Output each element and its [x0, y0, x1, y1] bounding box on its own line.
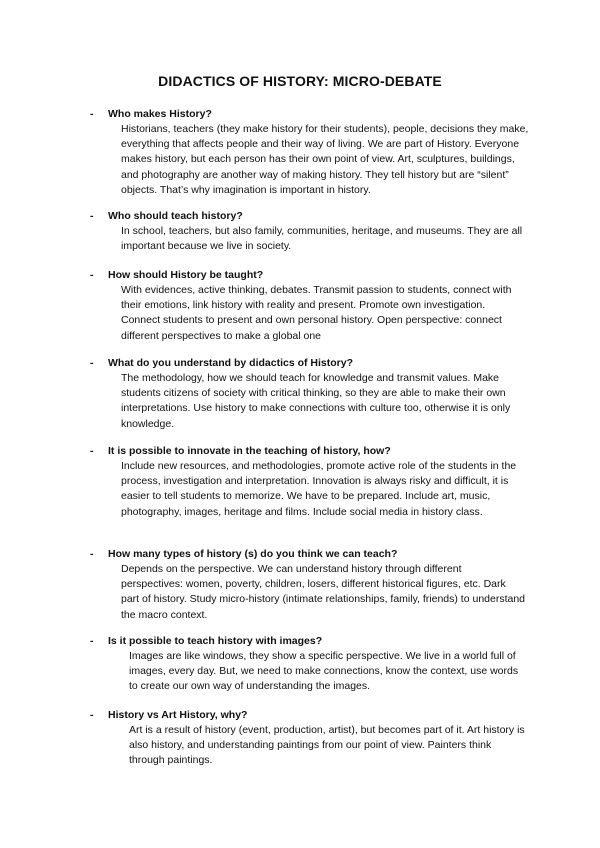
question-heading: History vs Art History, why?	[108, 709, 248, 721]
bullet-dash: -	[90, 709, 94, 721]
bullet-dash: -	[90, 548, 94, 560]
answer-text: Include new resources, and methodologies, promote active role of the students in the process, investigation and interpretation. Innovation is always risky and difficult, it is easier to tell students to memorize. We have to be prepared. Include art, music, photography, images, heritage and films. Include social media in history class.	[121, 460, 517, 518]
bullet-dash: -	[90, 210, 94, 222]
question-heading: What do you understand by didactics of History?	[108, 357, 354, 369]
page-title: DIDACTICS OF HISTORY: MICRO-DEBATE	[158, 73, 442, 89]
question-heading: How many types of history (s) do you think we can teach?	[108, 548, 398, 560]
answer-text: In school, teachers, but also family, communities, heritage, and museums. They are all important because we live in society.	[121, 225, 523, 253]
answer-text: The methodology, how we should teach for knowledge and transmit values. Make students citizens of society with critical thinking, so they are able to make their own interpretations. Use history to make connections with culture too, otherwise it is only knowledge.	[121, 372, 511, 430]
answer-text: With evidences, active thinking, debates. Transmit passion to students, connect with their emotions, link history with reality and present. Promote own investigation. Connect students to present and own personal history. Open perspective: connect different perspectives to make a global one	[121, 284, 512, 342]
answer-text: Images are like windows, they show a specific perspective. We live in a world full of images, every day. But, we need to make connections, know the context, use words to create our own way of understanding the images.	[129, 650, 519, 693]
answer-text: Depends on the perspective. We can understand history through different perspectives: women, poverty, children, losers, different historical figures, etc. Dark part of history. Study micro-history (intimate relationships, family, friends) to understand the macro context.	[121, 563, 526, 621]
question-heading: How should History be taught?	[108, 269, 264, 281]
bullet-dash: -	[90, 269, 94, 281]
bullet-dash: -	[90, 445, 94, 457]
question-heading: Is it possible to teach history with images?	[108, 635, 323, 647]
answer-text: Historians, teachers (they make history for their students), people, decisions they make, everything that affects people and their way of living. We are part of History. Everyone makes history, but each person has their own point of view. Art, sculptures, buildings, and photography are another way of making history. They tell history but are “silent” objects. That’s why imagination is important in history.	[121, 123, 529, 196]
bullet-dash: -	[90, 357, 94, 369]
bullet-dash: -	[90, 635, 94, 647]
question-heading: Who makes History?	[108, 108, 212, 120]
question-heading: Who should teach history?	[108, 210, 243, 222]
bullet-dash: -	[90, 108, 94, 120]
question-heading: It is possible to innovate in the teaching of history, how?	[108, 445, 391, 457]
answer-text: Art is a result of history (event, production, artist), but becomes part of it. Art history is also history, and understanding paintings from our point of view. Painters think through paintings.	[129, 724, 525, 767]
